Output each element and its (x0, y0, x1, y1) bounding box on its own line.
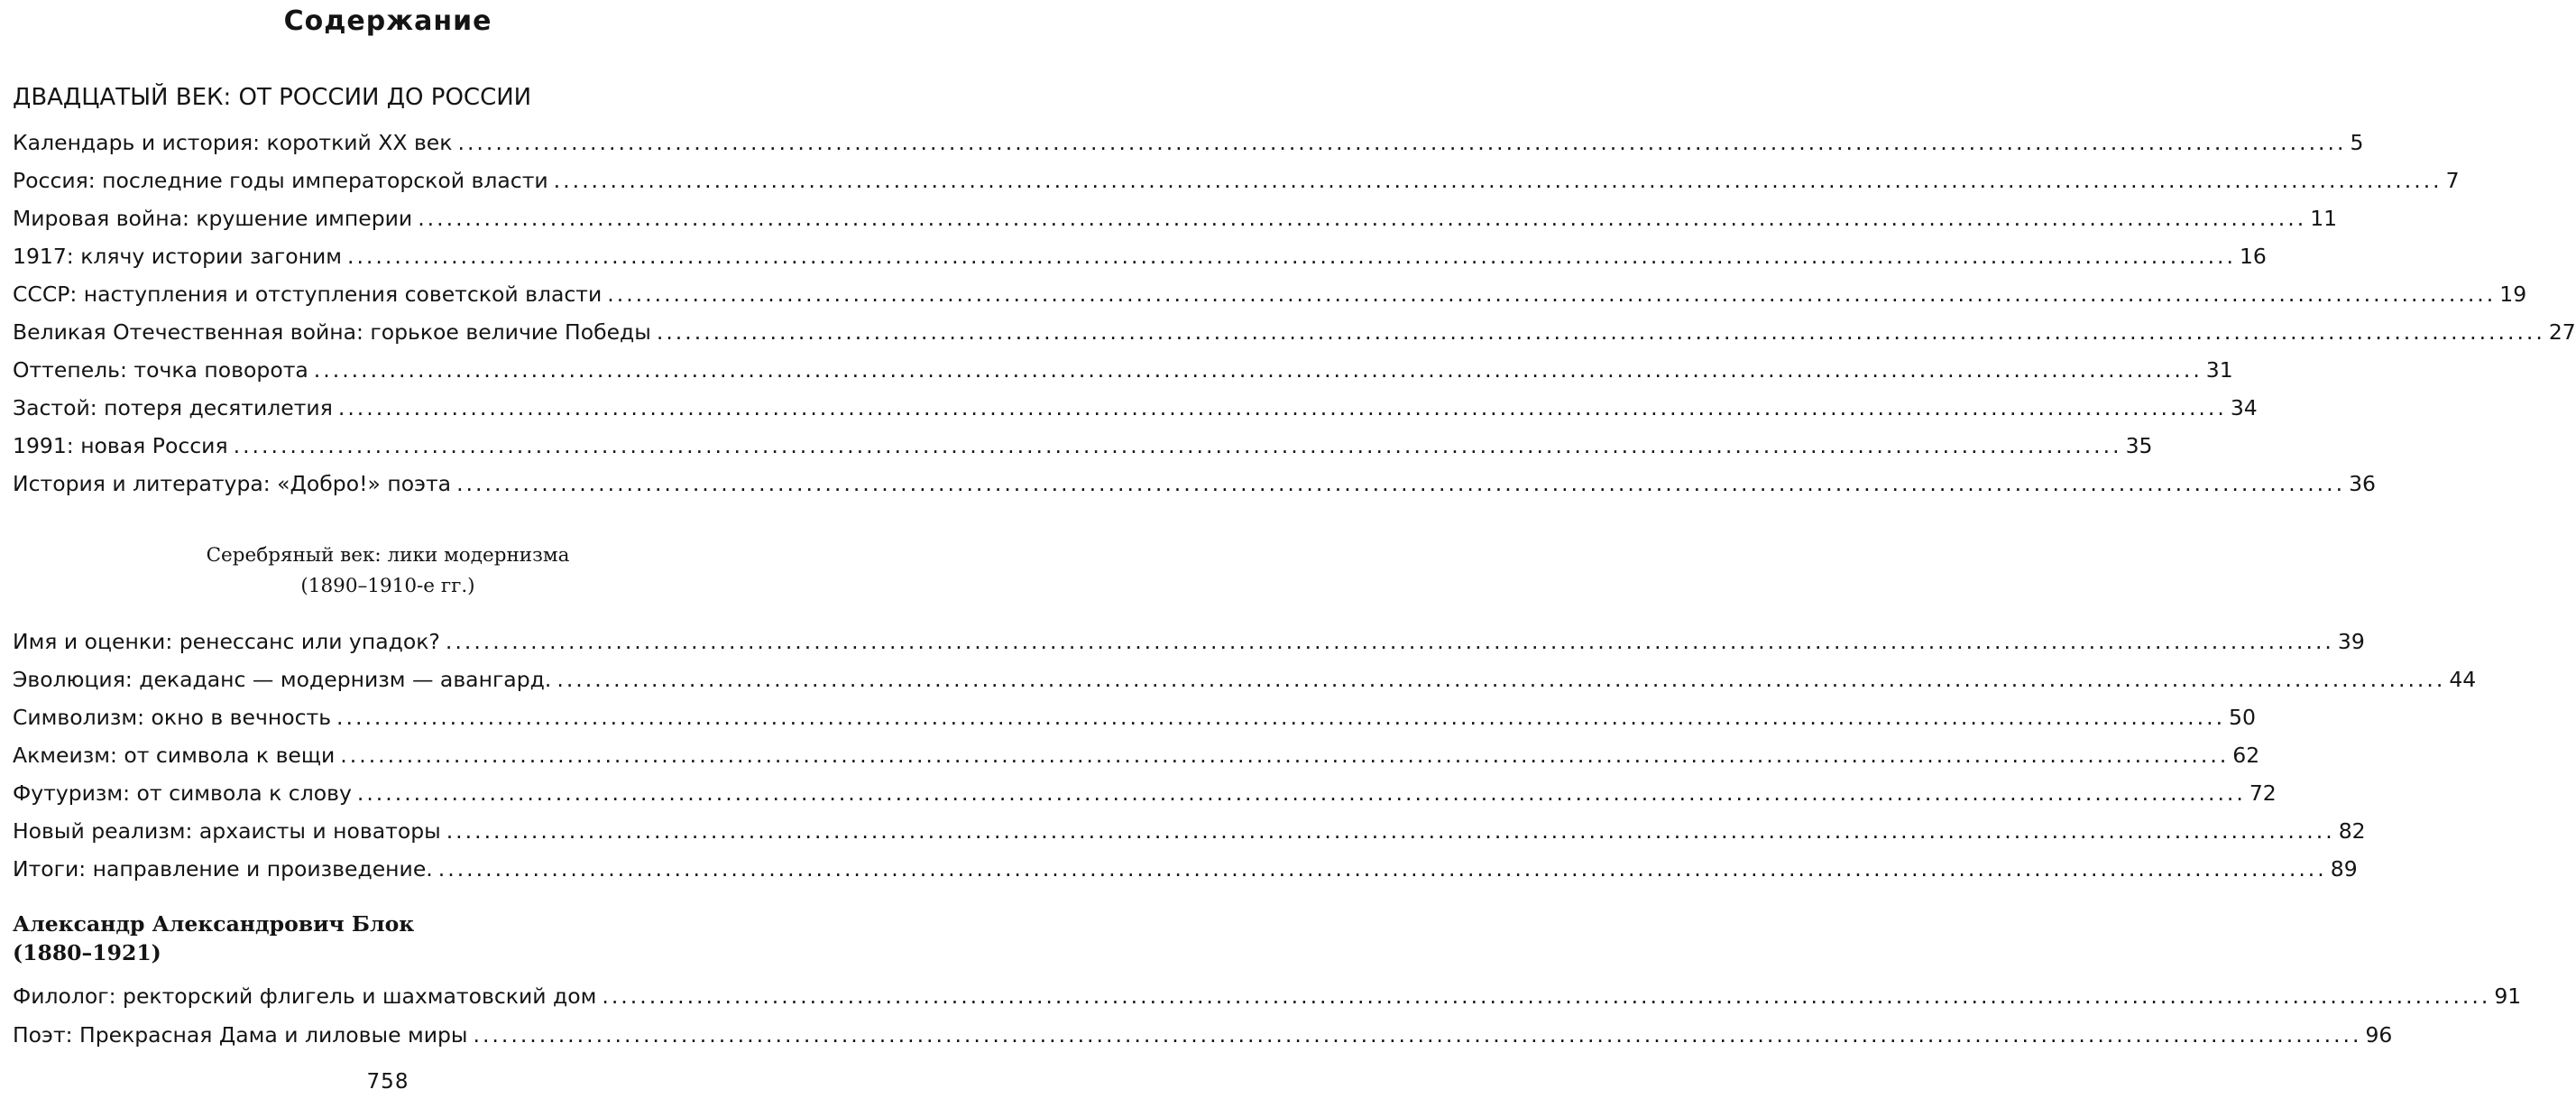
toc-entry-title: Акмеизм: от символа к вещи (13, 743, 336, 768)
toc-entry-page: 19 (2499, 282, 2527, 307)
toc-entry-page: 7 (2445, 168, 2460, 193)
toc-entry-title: Символизм: окно в вечность (13, 705, 332, 730)
toc-entry-page: 31 (2205, 357, 2233, 383)
dot-leader: ........................................................................................................................................................................................................ (557, 667, 2446, 692)
toc-entry-title: Имя и оценки: ренессанс или упадок? (13, 629, 440, 654)
dot-leader: ........................................................................................................................................................................................................ (457, 130, 2347, 155)
dot-leader: ........................................................................................................................................................................................................ (656, 319, 2545, 345)
toc-entry-title: Оттепель: точка поворота (13, 357, 308, 383)
dot-leader: ........................................................................................................................................................................................................ (602, 983, 2491, 1009)
toc-entry[interactable] (13, 389, 2258, 427)
dot-leader: ........................................................................................................................................................................................................ (313, 357, 2203, 383)
toc-entry[interactable] (13, 623, 2365, 660)
toc-entry-title: Календарь и история: короткий XX век (13, 130, 453, 155)
dot-leader: ........................................................................................................................................................................................................ (445, 629, 2334, 654)
toc-entry[interactable] (13, 427, 2153, 465)
author-name: Александр Александрович Блок (13, 911, 415, 937)
toc-entry[interactable] (13, 977, 2522, 1016)
toc-entry[interactable] (13, 313, 2576, 351)
toc-entry-title: Россия: последние годы императорской власти (13, 168, 548, 193)
dot-leader: ........................................................................................................................................................................................................ (346, 244, 2236, 269)
toc-entry-title: 1991: новая Россия (13, 433, 228, 458)
toc-entry-page: 72 (2249, 780, 2277, 806)
dot-leader: ........................................................................................................................................................................................................ (418, 206, 2307, 231)
toc-entry-title: Филолог: ректорский флигель и шахматовский дом (13, 983, 597, 1009)
dot-leader: ........................................................................................................................................................................................................ (473, 1022, 2362, 1048)
toc-entry[interactable] (13, 351, 2233, 389)
toc-entry-page: 39 (2337, 629, 2365, 654)
toc-entry-title: Футуризм: от символа к слову (13, 780, 352, 806)
toc-entry[interactable] (13, 774, 2277, 812)
toc-entry-title: Новый реализм: архаисты и новаторы (13, 818, 441, 844)
dot-leader: ........................................................................................................................................................................................................ (356, 780, 2246, 806)
part-title: ДВАДЦАТЫЙ ВЕК: ОТ РОССИИ ДО РОССИИ (13, 84, 532, 111)
dot-leader: ........................................................................................................................................................................................................ (340, 743, 2230, 768)
toc-entry[interactable] (13, 275, 2527, 313)
toc-entry-page: 96 (2365, 1022, 2393, 1048)
toc-entry[interactable] (13, 660, 2477, 698)
dot-leader: ........................................................................................................................................................................................................ (337, 395, 2227, 420)
toc-entry-page: 91 (2494, 983, 2522, 1009)
toc-entry[interactable] (13, 162, 2460, 199)
toc-entry-title: Мировая война: крушение империи (13, 206, 413, 231)
toc-entry[interactable] (13, 1016, 2393, 1055)
toc-entry-title: СССР: наступления и отступления советской власти (13, 282, 603, 307)
toc-entry-title: 1917: клячу истории загоним (13, 244, 342, 269)
toc-entry[interactable] (13, 465, 2376, 503)
page-title: Содержание (283, 5, 492, 37)
toc-entry-title: Поэт: Прекрасная Дама и лиловые миры (13, 1022, 468, 1048)
toc-entry[interactable] (13, 736, 2260, 774)
toc-entry[interactable] (13, 199, 2338, 237)
toc-entry[interactable] (13, 812, 2366, 850)
toc-entry-page: 27 (2548, 319, 2576, 345)
toc-entry-page: 82 (2338, 818, 2366, 844)
toc-entry[interactable] (13, 698, 2256, 736)
dot-leader: ........................................................................................................................................................................................................ (553, 168, 2443, 193)
toc-entry[interactable] (13, 850, 2358, 888)
dot-leader: ........................................................................................................................................................................................................ (437, 856, 2327, 882)
dot-leader: ........................................................................................................................................................................................................ (446, 818, 2335, 844)
toc-entry-page: 34 (2230, 395, 2258, 420)
toc-entry-title: Великая Отечественная война: горькое величие Победы (13, 319, 651, 345)
toc-entry[interactable] (13, 124, 2364, 162)
toc-entry[interactable] (13, 237, 2267, 275)
toc-entry-page: 16 (2239, 244, 2267, 269)
dot-leader: ........................................................................................................................................................................................................ (456, 471, 2346, 496)
toc-entry-title: Итоги: направление и произведение. (13, 856, 433, 882)
toc-entry-title: История и литература: «Добро!» поэта (13, 471, 452, 496)
dot-leader: ........................................................................................................................................................................................................ (233, 433, 2122, 458)
dot-leader: ........................................................................................................................................................................................................ (607, 282, 2497, 307)
page-number: 758 (366, 1070, 409, 1094)
toc-entry-page: 44 (2449, 667, 2477, 692)
toc-entry-page: 5 (2350, 130, 2364, 155)
section-years: (1890–1910-е гг.) (300, 575, 475, 597)
toc-part-list (13, 124, 2576, 503)
toc-entry-page: 35 (2125, 433, 2153, 458)
toc-entry-title: Эволюция: декаданс — модернизм — авангард. (13, 667, 552, 692)
toc-entry-title: Застой: потеря десятилетия (13, 395, 333, 420)
toc-entry-page: 62 (2232, 743, 2260, 768)
section-title: Серебряный век: лики модернизма (206, 544, 570, 567)
toc-author-list (13, 977, 2522, 1055)
author-years: (1880–1921) (13, 940, 161, 965)
toc-section-list (13, 623, 2477, 888)
toc-entry-page: 50 (2229, 705, 2256, 730)
toc-entry-page: 89 (2330, 856, 2358, 882)
toc-entry-page: 36 (2349, 471, 2376, 496)
dot-leader: ........................................................................................................................................................................................................ (336, 705, 2226, 730)
toc-entry-page: 11 (2310, 206, 2338, 231)
